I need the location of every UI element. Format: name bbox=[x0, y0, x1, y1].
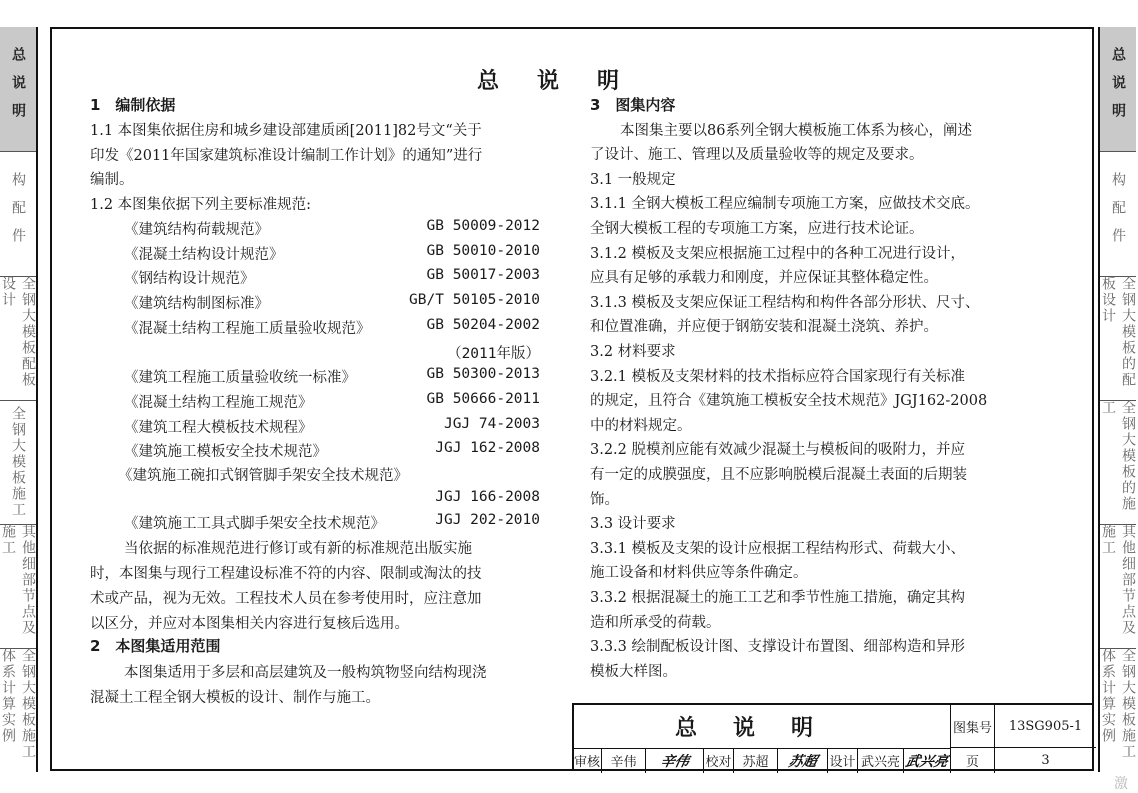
right-tab-construction[interactable]: 全钢大模板的施工 bbox=[1100, 400, 1136, 525]
standard-code: GB 50017-2003 bbox=[426, 267, 540, 283]
section-3-line: 3.3.3 绘制配板设计图、支撑设计布置图、细部构造和异形 bbox=[590, 639, 966, 655]
section-3-heading: 3 图集内容 bbox=[590, 96, 676, 114]
standard-code: JGJ 74-2003 bbox=[443, 416, 540, 432]
section-3-line: 造和所承受的荷载。 bbox=[590, 615, 721, 631]
review-label: 审核 bbox=[573, 755, 600, 770]
designer-signature-text: 武兴亮 bbox=[904, 753, 950, 770]
section-3-line: 和位置准确，并应便于钢筋安装和混凝土浇筑、养护。 bbox=[590, 319, 938, 335]
standard-code: （2011年版） bbox=[447, 346, 540, 362]
right-tab-components[interactable]: 构配件 bbox=[1100, 151, 1136, 277]
section-2-text: 本图集适用于多层和高层建筑及一般构筑物竖向结构现浇 bbox=[124, 665, 487, 681]
checker-name: 苏超 bbox=[733, 748, 777, 773]
standard-name: 《混凝土结构工程施工规范》 bbox=[124, 395, 313, 411]
title-block bbox=[572, 703, 1094, 771]
paragraph-1-1: 印发《2011年国家建筑标准设计编制工作计划》的通知”进行 bbox=[90, 148, 483, 164]
section-3-line: 3.3.1 模板及支架的设计应根据工程结构形式、荷载大小、 bbox=[590, 541, 966, 557]
section-3-line: 施工设备和材料供应等条件确定。 bbox=[590, 565, 808, 581]
section-3-line: 了设计、施工、管理以及质量验收等的规定及要求。 bbox=[590, 147, 924, 163]
side-tab-summary[interactable]: 总说明 bbox=[0, 27, 36, 152]
side-tab-formwork-design[interactable]: 全钢大模板配板设计 bbox=[0, 276, 36, 401]
section-3-line: 3.2 材料要求 bbox=[590, 344, 676, 360]
right-tab-formwork-design[interactable]: 全钢大模板的配板设计 bbox=[1100, 276, 1136, 401]
standard-code: GB/T 50105-2010 bbox=[409, 292, 540, 308]
section-3-line: 3.3 设计要求 bbox=[590, 516, 676, 532]
section-3-line: 3.2.2 脱模剂应能有效减少混凝土与模板间的吸附力，并应 bbox=[590, 442, 966, 458]
atlas-number: 13SG905-1 bbox=[994, 705, 1096, 748]
checker-signature-text: 苏超 bbox=[786, 753, 818, 770]
title-block-title: 总说明 bbox=[574, 705, 950, 749]
reviewer-name: 辛伟 bbox=[601, 748, 645, 773]
standard-code: GB 50300-2013 bbox=[426, 366, 540, 382]
side-tab-components[interactable]: 构配件 bbox=[0, 151, 36, 277]
standard-code: GB 50204-2002 bbox=[426, 317, 540, 333]
paragraph-1-2: 1.2 本图集依据下列主要标准规范: bbox=[90, 197, 312, 213]
side-tab-details[interactable]: 其他细部节点及施工 bbox=[0, 524, 36, 649]
note-paragraph: 术或产品，视为无效。工程技术人员在参考使用时，应注意加 bbox=[90, 591, 482, 607]
section-3-line: 应具有足够的承载力和刚度，并应保证其整体稳定性。 bbox=[590, 270, 938, 286]
reviewer-signature-text: 辛伟 bbox=[658, 753, 690, 770]
right-side-tabs bbox=[1098, 27, 1136, 772]
reviewer-signature bbox=[645, 748, 703, 773]
right-tab-system-example[interactable]: 全钢大模板施工体系计算实例 bbox=[1100, 648, 1136, 760]
standard-code: GB 50666-2011 bbox=[426, 391, 540, 407]
atlas-number-label: 图集号 bbox=[950, 705, 994, 748]
designer-name: 武兴亮 bbox=[857, 748, 903, 773]
section-2-heading: 2 本图集适用范围 bbox=[90, 637, 221, 655]
standard-name: 《钢结构设计规范》 bbox=[124, 271, 255, 287]
right-tab-summary[interactable]: 总说明 bbox=[1100, 27, 1136, 152]
standard-name: 《建筑施工工具式脚手架安全技术规范》 bbox=[124, 516, 385, 532]
standard-name: 《建筑结构荷载规范》 bbox=[124, 222, 269, 238]
section-2-text: 混凝土工程全钢大模板的设计、制作与施工。 bbox=[90, 690, 380, 706]
section-3-line: 3.1 一般规定 bbox=[590, 172, 676, 188]
side-tab-system-example[interactable]: 全钢大模板施工体系计算实例 bbox=[0, 648, 36, 760]
standard-code: JGJ 162-2008 bbox=[435, 440, 540, 456]
section-3-line: 全钢大模板工程的专项施工方案，应进行技术论证。 bbox=[590, 221, 924, 237]
check-label: 校对 bbox=[703, 748, 733, 773]
section-3-line: 的规定，且符合《建筑施工模板安全技术规范》JGJ162-2008 bbox=[590, 393, 988, 409]
section-3-line: 中的材料规定。 bbox=[590, 418, 692, 434]
watermark: 激 bbox=[1114, 776, 1128, 792]
standard-code: JGJ 202-2010 bbox=[435, 512, 540, 528]
section-3-line: 有一定的成膜强度，且不应影响脱模后混凝土表面的后期装 bbox=[590, 467, 967, 483]
checker-signature bbox=[777, 748, 827, 773]
page-number: 3 bbox=[994, 748, 1096, 773]
standard-name: 《混凝土结构设计规范》 bbox=[124, 247, 284, 263]
standard-name: 《建筑工程施工质量验收统一标准》 bbox=[124, 370, 356, 386]
standard-name: 《混凝土结构工程施工质量验收规范》 bbox=[124, 321, 371, 337]
right-tab-details[interactable]: 其他细部节点及施工 bbox=[1100, 524, 1136, 649]
note-paragraph: 当依据的标准规范进行修订或有新的标准规范出版实施 bbox=[124, 541, 472, 557]
note-paragraph: 以区分，并应对本图集相关内容进行复核后选用。 bbox=[90, 616, 409, 632]
design-label: 设计 bbox=[827, 748, 857, 773]
section-3-line: 饰。 bbox=[590, 492, 619, 508]
standard-name: 《建筑结构制图标准》 bbox=[124, 296, 269, 312]
standard-code: GB 50009-2012 bbox=[426, 218, 540, 234]
standard-code: GB 50010-2010 bbox=[426, 243, 540, 259]
section-1-heading: 1 编制依据 bbox=[90, 96, 176, 114]
standard-name: 《建筑施工模板安全技术规范》 bbox=[124, 444, 327, 460]
paragraph-1-1: 编制。 bbox=[90, 172, 134, 188]
section-3-line: 模板大样图。 bbox=[590, 664, 677, 680]
section-3-line: 3.1.1 全钢大模板工程应编制专项施工方案，应做技术交底。 bbox=[590, 196, 980, 212]
section-3-line: 3.2.1 模板及支架材料的技术指标应符合国家现行有关标准 bbox=[590, 369, 966, 385]
section-3-line: 3.1.3 模板及支架应保证工程结构和构件各部分形状、尺寸、 bbox=[590, 295, 980, 311]
section-3-line: 3.1.2 模板及支架应根据施工过程中的各种工况进行设计， bbox=[590, 246, 966, 262]
page-label: 页 bbox=[950, 748, 994, 773]
left-side-tabs bbox=[0, 27, 38, 772]
note-paragraph: 时，本图集与现行工程建设标准不符的内容、限制或淘汰的技 bbox=[90, 566, 482, 582]
standard-code: JGJ 166-2008 bbox=[435, 489, 540, 505]
standard-name: 《建筑施工碗扣式钢管脚手架安全技术规范》 bbox=[118, 468, 408, 484]
standard-name: 《建筑工程大模板技术规程》 bbox=[124, 420, 313, 436]
page-title: 总说明 bbox=[476, 69, 657, 94]
section-3-line: 本图集主要以86系列全钢大模板施工体系为核心，阐述 bbox=[620, 123, 972, 139]
section-3-line: 3.3.2 根据混凝土的施工工艺和季节性施工措施，确定其构 bbox=[590, 590, 966, 606]
side-tab-construction[interactable]: 全钢大模板施工 bbox=[0, 400, 36, 525]
designer-signature bbox=[903, 748, 950, 773]
paragraph-1-1: 1.1 本图集依据住房和城乡建设部建质函[2011]82号文“关于 bbox=[90, 123, 482, 139]
